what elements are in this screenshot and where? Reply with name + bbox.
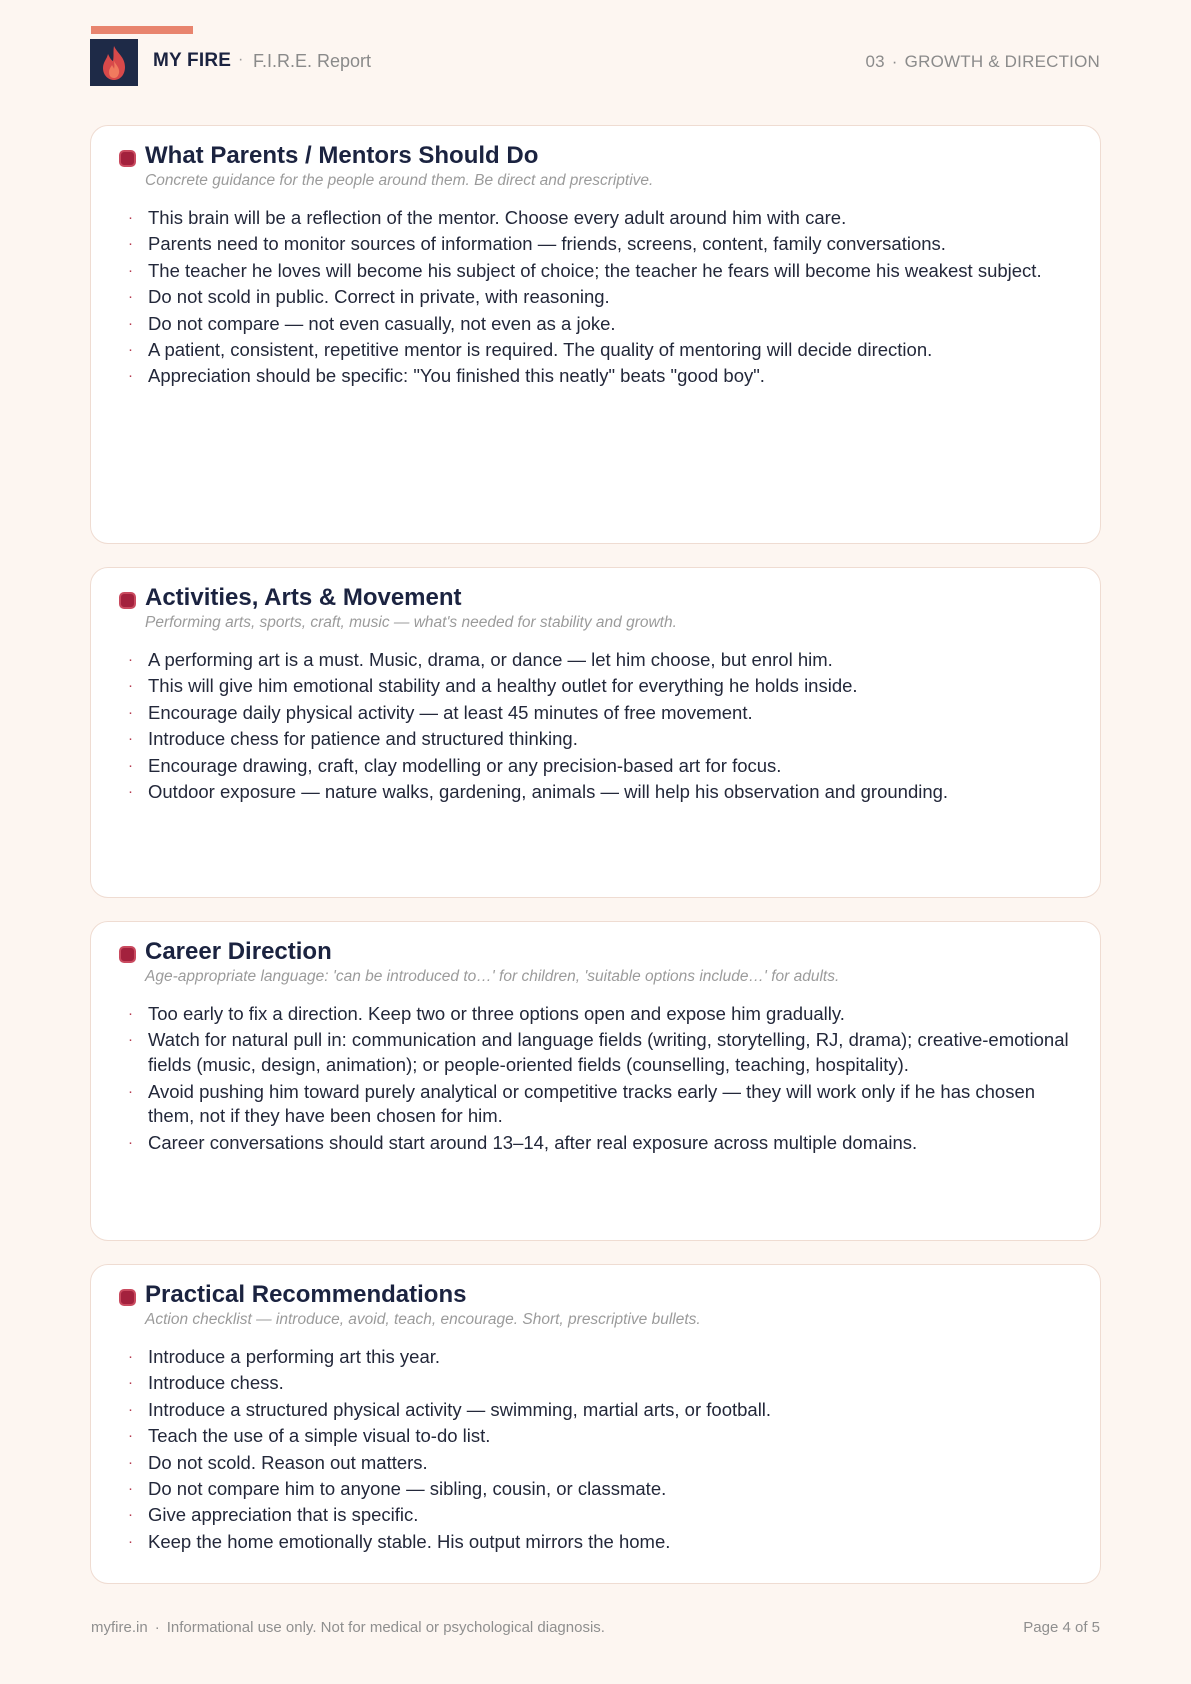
section-bullet-icon	[119, 946, 136, 963]
bullet-dot-icon: ·	[128, 340, 133, 358]
list-item: · Introduce chess.	[128, 1371, 1072, 1396]
bullet-dot-icon: ·	[128, 1453, 133, 1471]
card-title: Activities, Arts & Movement	[145, 584, 462, 611]
bullet-dot-icon: ·	[128, 1427, 133, 1445]
brand-separator: ·	[238, 51, 244, 68]
list-item: · Do not scold. Reason out matters.	[128, 1451, 1072, 1476]
bullet-dot-icon: ·	[128, 677, 133, 695]
list-item: · Do not compare him to anyone — sibling, cousin, or classmate.	[128, 1477, 1072, 1502]
card-practical-recommendations	[90, 1264, 1101, 1584]
bullet-dot-icon: ·	[128, 261, 133, 279]
section-bullet-icon	[119, 1289, 136, 1306]
bullet-dot-icon: ·	[128, 1374, 133, 1392]
card-career-direction	[90, 921, 1101, 1241]
header-accent-bar	[91, 26, 193, 34]
list-item: · Too early to fix a direction. Keep two or three options open and expose him gradually.	[128, 1002, 1072, 1027]
bullet-list	[128, 648, 1072, 806]
brand-name: MY FIRE	[153, 50, 232, 71]
footer-disclaimer	[91, 1619, 605, 1636]
list-item: · Introduce a structured physical activity — swimming, martial arts, or football.	[128, 1398, 1072, 1423]
list-item: · Introduce chess for patience and structured thinking.	[128, 727, 1072, 752]
list-item: · Appreciation should be specific: "You finished this neatly" beats "good boy".	[128, 364, 1072, 389]
bullet-dot-icon: ·	[128, 1400, 133, 1418]
flame-icon	[90, 39, 138, 86]
bullet-dot-icon: ·	[128, 703, 133, 721]
bullet-dot-icon: ·	[128, 367, 133, 385]
section-number: 03	[865, 52, 885, 71]
bullet-dot-icon: ·	[128, 209, 133, 226]
page-number: Page 4 of 5	[1023, 1619, 1100, 1636]
bullet-dot-icon: ·	[128, 782, 133, 800]
bullet-dot-icon: ·	[128, 651, 133, 668]
bullet-dot-icon: ·	[128, 1506, 133, 1524]
card-subtitle: Action checklist — introduce, avoid, teach, encourage. Short, prescriptive bullets.	[145, 1311, 701, 1328]
section-name: GROWTH & DIRECTION	[904, 52, 1100, 71]
list-item: · Keep the home emotionally stable. His output mirrors the home.	[128, 1530, 1072, 1555]
bullet-dot-icon: ·	[128, 1005, 133, 1022]
list-item: · Avoid pushing him toward purely analytical or competitive tracks early — they will work only if he has chosen them, not if they have been chosen for him.	[128, 1080, 1036, 1127]
footer-site-link[interactable]: myfire.in	[91, 1619, 148, 1636]
section-bullet-icon	[119, 150, 136, 167]
bullet-list	[128, 1002, 1072, 1157]
card-parents-mentors	[90, 125, 1101, 544]
bullet-dot-icon: ·	[128, 1348, 133, 1365]
list-item: · Do not compare — not even casually, not even as a joke.	[128, 312, 1072, 337]
list-item: · Encourage daily physical activity — at least 45 minutes of free movement.	[128, 701, 1072, 726]
list-item: · Watch for natural pull in: communication and language fields (writing, storytelling, RJ, drama); creative-emotional fields (music, design, animation); or people-oriented fields (counselling, teaching, hospitality).	[128, 1029, 1069, 1076]
list-item: · Outdoor exposure — nature walks, gardening, animals — will help his observation and grounding.	[128, 780, 1072, 805]
list-item: · Introduce a performing art this year.	[128, 1345, 1072, 1370]
bullet-dot-icon: ·	[128, 1479, 133, 1497]
card-activities-arts	[90, 567, 1101, 898]
list-item: · Career conversations should start around 13–14, after real exposure across multiple domains.	[128, 1131, 1072, 1156]
report-name: F.I.R.E. Report	[253, 51, 372, 71]
card-title: What Parents / Mentors Should Do	[145, 142, 539, 169]
card-title: Career Direction	[145, 938, 332, 965]
bullet-dot-icon: ·	[128, 1532, 133, 1550]
card-subtitle: Concrete guidance for the people around them. Be direct and prescriptive.	[145, 172, 654, 189]
section-indicator	[865, 52, 1100, 72]
list-item: · This will give him emotional stability and a healthy outlet for everything he holds inside.	[128, 674, 1072, 699]
bullet-dot-icon: ·	[128, 756, 133, 774]
bullet-dot-icon: ·	[128, 730, 133, 748]
list-item: · The teacher he loves will become his subject of choice; the teacher he fears will become his weakest subject.	[128, 259, 1072, 284]
list-item: · Teach the use of a simple visual to-do list.	[128, 1424, 1072, 1449]
bullet-list	[128, 206, 1072, 391]
bullet-dot-icon: ·	[128, 1031, 133, 1049]
bullet-dot-icon: ·	[128, 314, 133, 332]
bullet-dot-icon: ·	[128, 1133, 133, 1151]
list-item: · A performing art is a must. Music, drama, or dance — let him choose, but enrol him.	[128, 648, 1072, 673]
list-item: · Give appreciation that is specific.	[128, 1503, 1072, 1528]
card-title: Practical Recommendations	[145, 1281, 467, 1308]
list-item: · Encourage drawing, craft, clay modelling or any precision-based art for focus.	[128, 754, 1072, 779]
list-item: · Do not scold in public. Correct in private, with reasoning.	[128, 285, 1072, 310]
footer-separator: ·	[154, 1619, 160, 1636]
bullet-dot-icon: ·	[128, 235, 133, 253]
card-subtitle: Age-appropriate language: 'can be introduced to…' for children, 'suitable options include…' for adults.	[145, 968, 840, 985]
bullet-dot-icon: ·	[128, 288, 133, 306]
list-item: · A patient, consistent, repetitive mentor is required. The quality of mentoring will decide direction.	[128, 338, 1072, 363]
bullet-dot-icon: ·	[128, 1082, 133, 1100]
bullet-list	[128, 1345, 1072, 1556]
section-bullet-icon	[119, 592, 136, 609]
footer-disclaimer-text: Informational use only. Not for medical or psychological diagnosis.	[166, 1619, 605, 1636]
list-item: · Parents need to monitor sources of information — friends, screens, content, family conversations.	[128, 232, 1072, 257]
card-subtitle: Performing arts, sports, craft, music — what's needed for stability and growth.	[145, 614, 677, 631]
list-item: · This brain will be a reflection of the mentor. Choose every adult around him with care.	[128, 206, 1072, 231]
section-separator: ·	[891, 52, 898, 71]
